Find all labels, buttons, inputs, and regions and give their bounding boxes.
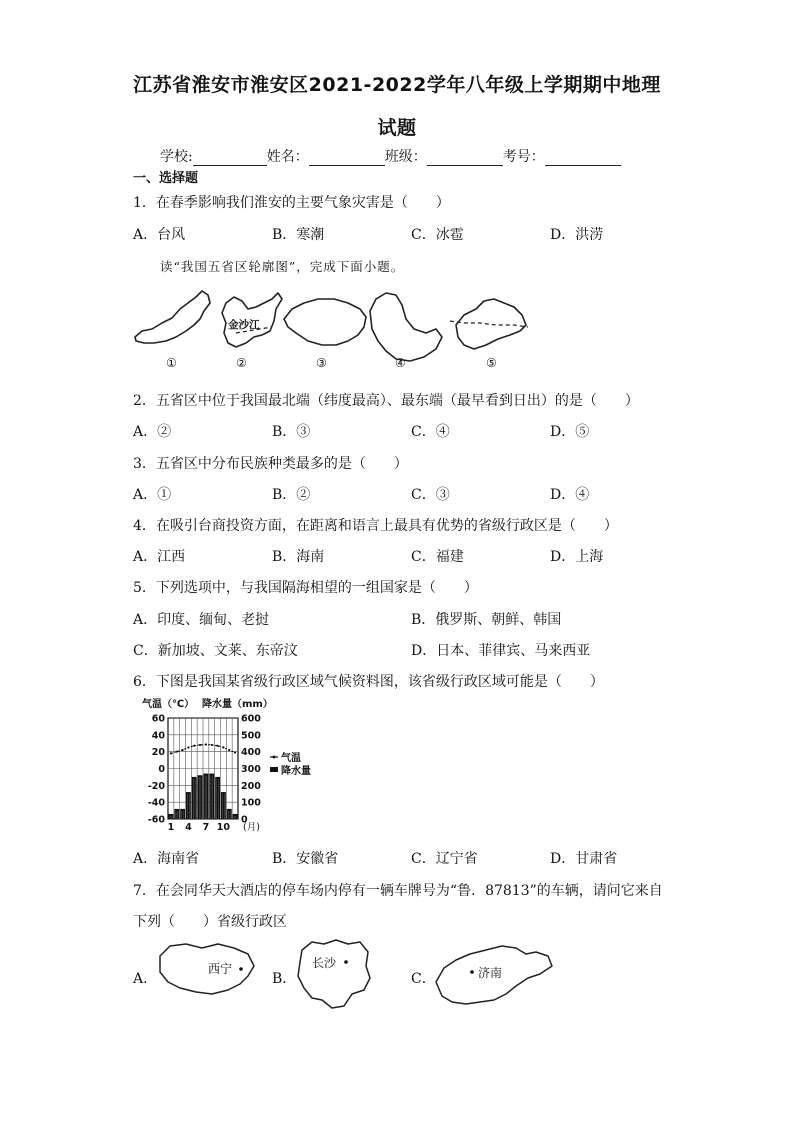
temperature-point [199, 744, 201, 746]
question-7-line2: 下列（ ）省级行政区 [133, 914, 287, 930]
question-5: 5．下列选项中，与我国隔海相望的一组国家是（ ） [133, 580, 478, 596]
shandong-outline-map [430, 938, 558, 1010]
temperature-point [170, 752, 172, 754]
section-heading: 一、选择题 [133, 171, 199, 186]
left-axis-title: 气温（℃） [142, 699, 195, 710]
q1-option-a[interactable]: A．台风 [133, 227, 186, 243]
student-info-row [160, 146, 621, 166]
q5-option-d[interactable]: D．日本、菲律宾、马来西亚 [411, 643, 591, 659]
right-tick-label: 400 [241, 747, 261, 759]
q5-option-b[interactable]: B．俄罗斯、朝鲜、韩国 [411, 612, 562, 628]
right-axis-title: 降水量（mm） [202, 699, 273, 710]
q4-option-c[interactable]: C．福建 [411, 549, 464, 565]
precip-bar [204, 774, 209, 819]
temperature-point [187, 746, 189, 748]
precip-bar [180, 809, 185, 819]
precip-bar [221, 792, 226, 819]
q1-option-b[interactable]: B．寒潮 [272, 227, 325, 243]
school-field[interactable] [193, 151, 267, 166]
q7-option-a[interactable]: A． [133, 971, 158, 987]
temperature-point [176, 751, 178, 753]
q7-option-b[interactable]: B． [272, 971, 297, 987]
q6-option-b[interactable]: B．安徽省 [272, 851, 339, 867]
q1-option-d[interactable]: D．洪涝 [550, 227, 604, 243]
x-tick-label: 4 [185, 822, 192, 833]
temperature-point [181, 749, 183, 751]
legend-precip-mark [270, 767, 278, 772]
hunan-outline-map [290, 936, 376, 1012]
q2-option-a[interactable]: A．② [133, 424, 172, 440]
temperature-point [216, 745, 218, 747]
number-field[interactable] [545, 151, 621, 166]
question-7: 7．在会同华天大酒店的停车场内停有一辆车牌号为“鲁．87813”的车辆，请问它来自 [133, 883, 663, 899]
q7-option-c[interactable]: C． [411, 971, 436, 987]
left-tick-label: -60 [147, 814, 165, 826]
question-6: 6．下图是我国某省级行政区域气候资料图，该省级行政区域可能是（ ） [133, 674, 604, 690]
map-number-5: ⑤ [486, 356, 497, 370]
q2-option-c[interactable]: C．④ [411, 424, 450, 440]
right-tick-label: 300 [241, 764, 261, 775]
question-2: 2．五省区中位于我国最北端（纬度最高）、最东端（最早看到日出）的是（ ） [133, 393, 639, 409]
changsha-label: 长沙 [312, 956, 337, 970]
page-title: 江苏省淮安市淮安区2021-2022学年八年级上学期期中地理 [133, 74, 661, 96]
right-tick-label: 200 [241, 780, 261, 792]
q6-option-a[interactable]: A．海南省 [133, 851, 200, 867]
precip-bar [233, 814, 238, 819]
q2-option-d[interactable]: D．⑤ [550, 424, 590, 440]
q3-option-b[interactable]: B．② [272, 487, 311, 503]
q1-option-c[interactable]: C．冰雹 [411, 227, 464, 243]
map-number-1: ① [166, 356, 177, 370]
question-1: 1．在春季影响我们淮安的主要气象灾害是（ ） [133, 195, 450, 211]
precip-bar [209, 774, 214, 819]
precip-bar [186, 792, 191, 819]
climate-chart [130, 696, 330, 836]
temperature-point [228, 749, 230, 751]
left-tick-label: 60 [151, 713, 165, 725]
precip-bar [198, 775, 203, 819]
map-number-3: ③ [316, 356, 327, 370]
precip-bar [227, 809, 232, 819]
school-label: 学校: [160, 149, 193, 165]
province-outline-3 [284, 299, 366, 345]
province-outline-4 [370, 293, 442, 361]
x-tick-label: 1 [167, 822, 175, 833]
legend-temperature-label: 气温 [281, 753, 301, 764]
class-field[interactable] [427, 151, 503, 166]
jinan-label: 济南 [478, 966, 503, 980]
temperature-point [211, 744, 213, 746]
question-3: 3．五省区中分布民族种类最多的是（ ） [133, 456, 408, 472]
q4-option-a[interactable]: A．江西 [133, 549, 186, 565]
temperature-point [222, 746, 224, 748]
left-tick-label: 40 [151, 730, 165, 742]
x-tick-label: 10 [216, 822, 231, 833]
q6-option-d[interactable]: D．甘肃省 [550, 851, 618, 867]
temperature-point [205, 743, 207, 745]
q3-option-a[interactable]: A．① [133, 487, 172, 503]
qinghai-outline-map [152, 938, 260, 1000]
right-tick-label: 0 [241, 814, 248, 826]
province-outlines-map [130, 285, 540, 375]
right-tick-label: 600 [241, 713, 261, 725]
left-tick-label: 0 [158, 764, 165, 775]
q6-option-c[interactable]: C．辽宁省 [411, 851, 478, 867]
x-tick-label: 7 [202, 822, 210, 833]
province-outline-5 [456, 299, 526, 349]
precip-bar [215, 777, 220, 819]
question-4: 4．在吸引台商投资方面，在距离和语言上最具有优势的省级行政区是（ ） [133, 518, 618, 534]
q3-option-c[interactable]: C．③ [411, 487, 450, 503]
right-tick-label: 500 [241, 730, 261, 742]
x-axis-unit: (月) [243, 822, 260, 833]
precip-bar [174, 809, 179, 819]
xining-label: 西宁 [208, 962, 233, 976]
q3-option-d[interactable]: D．④ [550, 487, 590, 503]
temperature-point [193, 745, 195, 747]
jinshajiang-label: 金沙江 [228, 319, 260, 331]
temperature-point [234, 751, 236, 753]
left-tick-label: -20 [147, 780, 165, 792]
right-tick-label: 100 [241, 797, 261, 809]
page-title-line2: 试题 [377, 117, 417, 139]
class-label: 班级： [384, 149, 427, 165]
q4-option-b[interactable]: B．海南 [272, 549, 325, 565]
map-number-4: ④ [395, 356, 406, 370]
name-field[interactable] [309, 151, 385, 166]
precip-bar [192, 777, 197, 819]
name-label: 姓名： [266, 149, 309, 165]
left-tick-label: -40 [147, 797, 165, 809]
q5-option-c[interactable]: C．新加坡、文莱、东帝汶 [133, 643, 298, 659]
legend-precip-label: 降水量 [281, 766, 311, 777]
number-label: 考号： [502, 149, 545, 165]
left-tick-label: 20 [151, 747, 165, 759]
province-outline-1 [135, 291, 210, 343]
q4-option-d[interactable]: D．上海 [550, 549, 604, 565]
map-instruction: 读“我国五省区轮廓图”，完成下面小题。 [160, 259, 405, 274]
precip-bar [169, 814, 174, 819]
q2-option-b[interactable]: B．③ [272, 424, 311, 440]
q5-option-a[interactable]: A．印度、缅甸、老挝 [133, 612, 270, 628]
map-number-2: ② [236, 356, 247, 370]
